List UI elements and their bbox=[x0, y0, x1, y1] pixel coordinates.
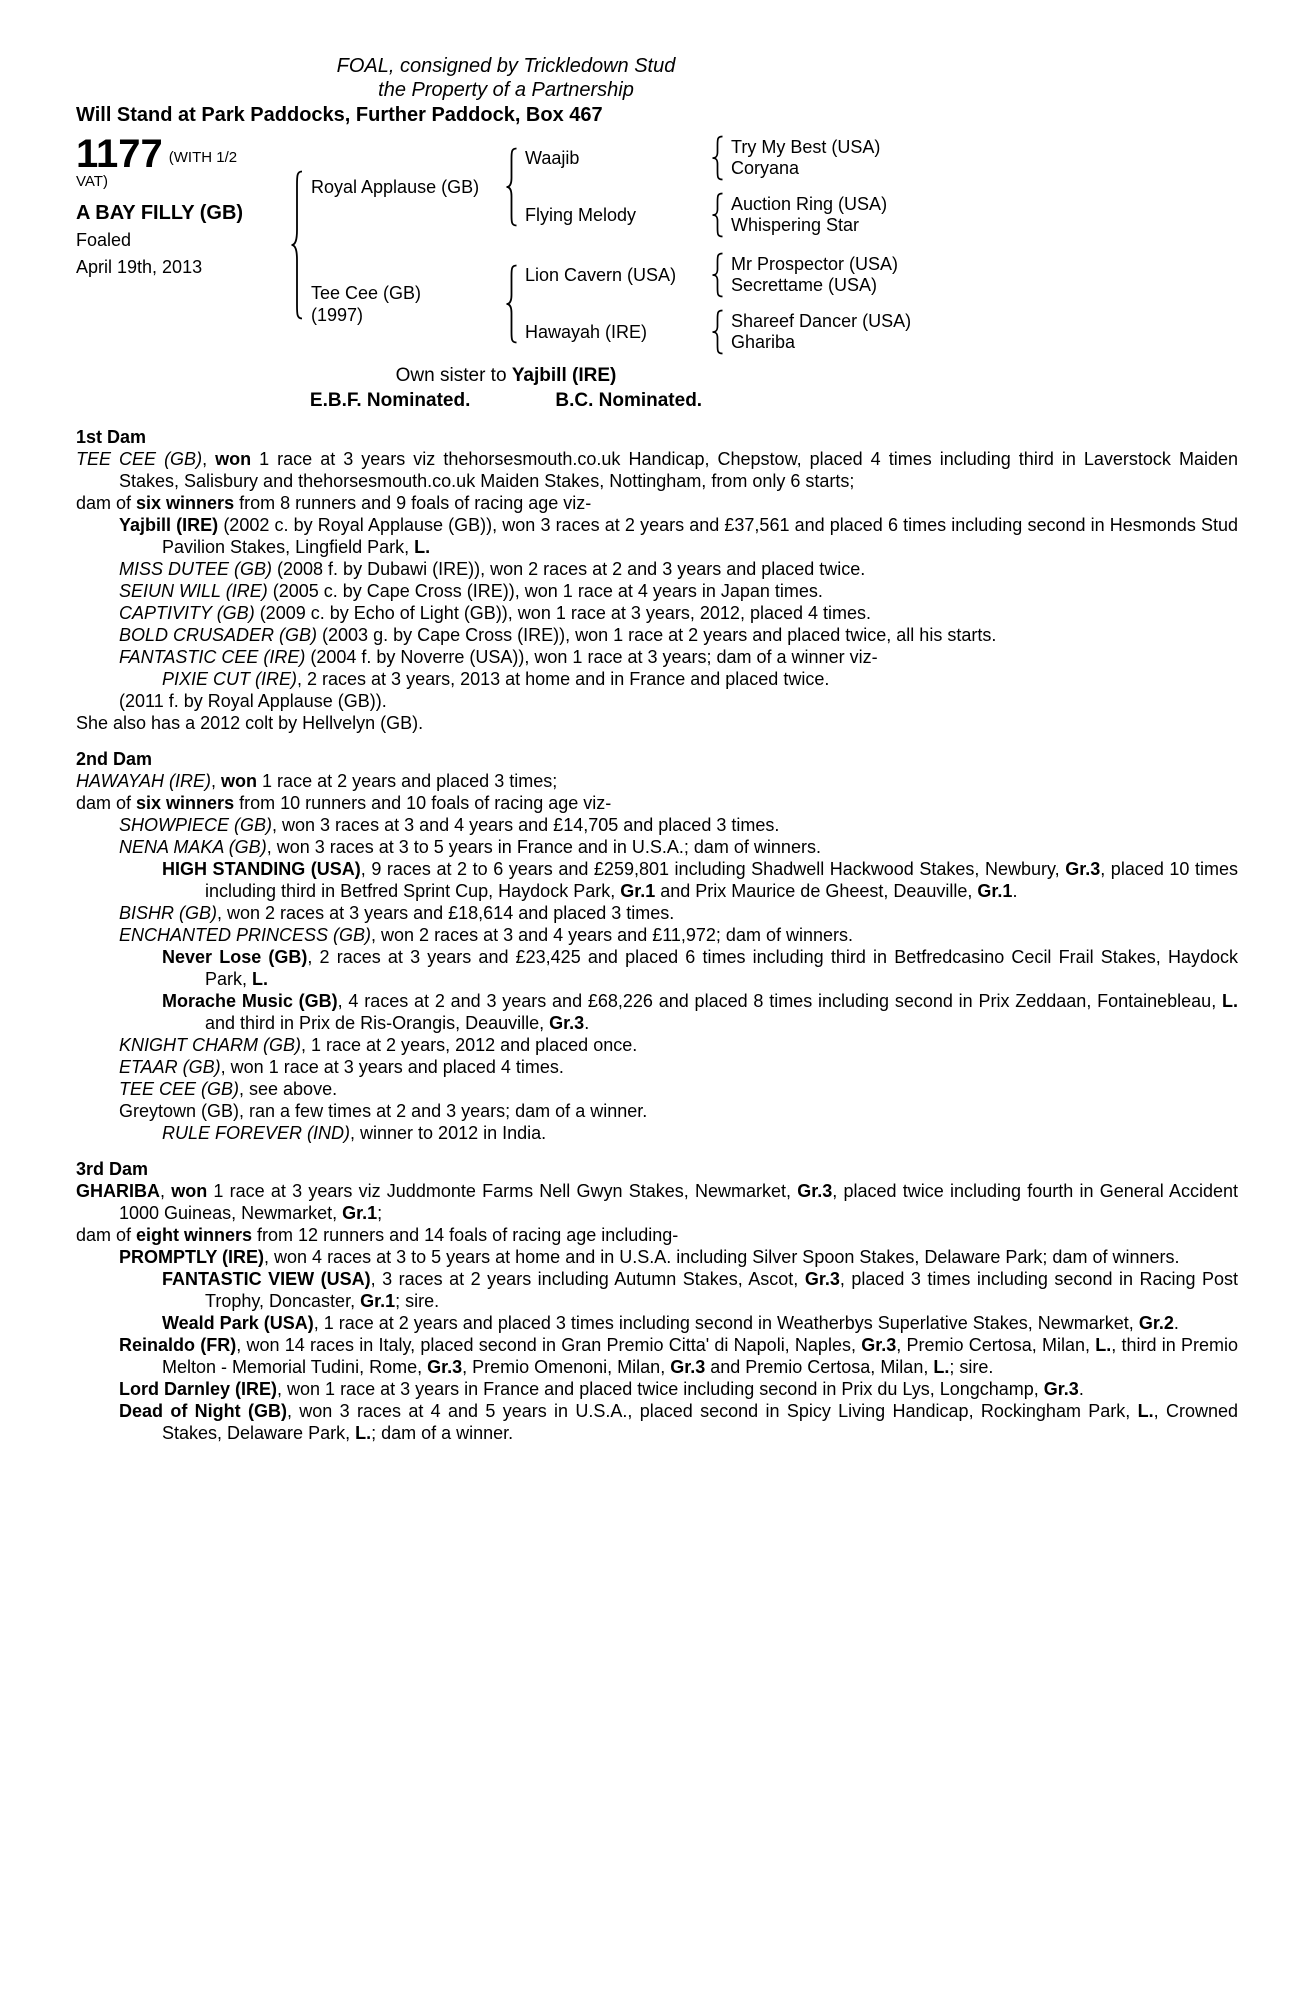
text-run: KNIGHT CHARM (GB) bbox=[119, 1035, 301, 1055]
text-run: Greytown (GB), ran a few times at 2 and 3 years; dam of a winner. bbox=[119, 1101, 648, 1121]
pedigree-paragraph bbox=[76, 1056, 1238, 1078]
text-run: from 8 runners and 9 foals of racing age viz- bbox=[234, 493, 592, 513]
pedigree-paragraph bbox=[76, 858, 1238, 902]
grandsire-block bbox=[525, 252, 911, 298]
text-run: FANTASTIC CEE (IRE) bbox=[119, 647, 306, 667]
text-run: ; sire. bbox=[949, 1357, 994, 1377]
pedigree-name: Hawayah (IRE) bbox=[525, 321, 648, 342]
text-run: HAWAYAH (IRE) bbox=[76, 771, 212, 791]
text-run: (2008 f. by Dubawi (IRE)), won 2 races at 2 and 3 years and placed twice. bbox=[272, 559, 866, 579]
text-run: (2009 c. by Echo of Light (GB)), won 1 race at 3 years, 2012, placed 4 times. bbox=[254, 603, 872, 623]
pedigree-name: Auction Ring (USA) bbox=[731, 194, 888, 214]
text-run: HIGH STANDING (USA) bbox=[162, 859, 361, 879]
text-run: eight winners bbox=[136, 1225, 253, 1245]
text-run: L. bbox=[414, 537, 431, 557]
pedigree-paragraph bbox=[76, 1078, 1238, 1100]
pedigree-paragraph bbox=[76, 624, 1238, 646]
text-run: , 3 races at 2 years including Autumn Stakes, Ascot, bbox=[370, 1269, 805, 1289]
text-run: , won 3 races at 4 and 5 years in U.S.A., placed second in Spicy Living Handicap, Rockingham Park, bbox=[286, 1401, 1138, 1421]
section-heading: 1st Dam bbox=[76, 427, 147, 447]
text-run: FANTASTIC VIEW (USA) bbox=[162, 1269, 371, 1289]
text-run: . bbox=[584, 1013, 590, 1033]
text-run: , 4 races at 2 and 3 years and £68,226 and placed 8 times including second in Prix Zeddaan, Fontainebleau, bbox=[337, 991, 1222, 1011]
great-grandparents bbox=[731, 194, 887, 236]
text-run: Gr.3 bbox=[549, 1013, 585, 1033]
text-run: Gr.1 bbox=[342, 1203, 378, 1223]
dam-name bbox=[311, 282, 503, 326]
text-run: MISS DUTEE (GB) bbox=[119, 559, 273, 579]
pedigree-paragraph bbox=[76, 924, 1238, 946]
own-sister-prefix: Own sister to bbox=[395, 365, 512, 386]
text-run: BOLD CRUSADER (GB) bbox=[119, 625, 318, 645]
dam-section bbox=[76, 1158, 1238, 1444]
text-run: Gr.3 bbox=[427, 1357, 463, 1377]
pedigree-name: Whispering Star bbox=[731, 215, 860, 235]
text-run: ETAAR (GB) bbox=[119, 1057, 221, 1077]
pedigree-paragraph bbox=[76, 558, 1238, 580]
pedigree-paragraph bbox=[76, 492, 1238, 514]
brace-pair-icon bbox=[711, 192, 724, 238]
text-run: L. bbox=[252, 969, 269, 989]
pedigree-paragraph bbox=[76, 1180, 1238, 1224]
pedigree-name: Tee Cee (GB) bbox=[311, 282, 422, 303]
text-run: Gr.3 bbox=[670, 1357, 706, 1377]
text-run: , 2 races at 3 years, 2013 at home and in France and placed twice. bbox=[297, 669, 830, 689]
pedigree-name: Ghariba bbox=[731, 332, 796, 352]
text-run: PROMPTLY (IRE) bbox=[119, 1247, 265, 1267]
text-run: 1 race at 3 years viz Juddmonte Farms Nell Gwyn Stakes, Newmarket, bbox=[207, 1181, 798, 1201]
pedigree-tree bbox=[288, 135, 911, 355]
text-run: , Premio Certosa, Milan, bbox=[896, 1335, 1096, 1355]
text-run: Gr.3 bbox=[797, 1181, 833, 1201]
text-run: , 2 races at 3 years and £23,425 and placed 6 times including third in Betfredcasino Cecil Frail Stakes, Haydock Park, bbox=[205, 947, 1238, 989]
brace-pair-icon bbox=[711, 309, 724, 355]
ebf-nominated: E.B.F. Nominated. bbox=[309, 390, 471, 411]
pedigree-paragraph bbox=[76, 946, 1238, 990]
text-run: Gr.3 bbox=[861, 1335, 897, 1355]
pedigree-paragraph bbox=[76, 1268, 1238, 1312]
pedigree-name: Secrettame (USA) bbox=[731, 275, 878, 295]
pedigree-paragraph bbox=[76, 712, 1238, 734]
pedigree-table bbox=[76, 132, 1238, 355]
text-run: , winner to 2012 in India. bbox=[350, 1123, 547, 1143]
text-run: dam of bbox=[76, 493, 137, 513]
pedigree-year: (1997) bbox=[311, 304, 364, 325]
pedigree-paragraph bbox=[76, 770, 1238, 792]
text-run: 1 race at 3 years viz thehorsesmouth.co.uk Handicap, Chepstow, placed 4 times including third in Laverstock Maiden Stakes, Salisbury and thehorsesmouth.co.uk Maiden Stakes, Nottingham, from only 6 starts; bbox=[119, 449, 1238, 491]
pedigree-name: Shareef Dancer (USA) bbox=[731, 311, 912, 331]
sire-half bbox=[311, 135, 911, 238]
text-run: (2003 g. by Cape Cross (IRE)), won 1 race at 2 years and placed twice, all his starts. bbox=[317, 625, 997, 645]
own-sister-name: Yajbill (IRE) bbox=[511, 365, 617, 386]
pedigree-paragraph bbox=[76, 514, 1238, 558]
text-run: Never Lose (GB) bbox=[162, 947, 308, 967]
text-run: , bbox=[211, 771, 222, 791]
pedigree-name: Try My Best (USA) bbox=[731, 137, 881, 157]
text-run: L. bbox=[1222, 991, 1238, 1011]
pedigree-paragraph bbox=[76, 792, 1238, 814]
text-run: won bbox=[221, 771, 258, 791]
great-grandparents bbox=[731, 311, 911, 353]
text-run: Gr.3 bbox=[1065, 859, 1101, 879]
text-run: , placed twice including fourth in General Accident 1000 Guineas, Newmarket, bbox=[119, 1181, 1238, 1223]
sire-name bbox=[311, 176, 503, 198]
text-run: RULE FOREVER (IND) bbox=[162, 1123, 351, 1143]
brace-pair-icon bbox=[711, 135, 724, 181]
text-run: . bbox=[1012, 881, 1018, 901]
text-run: Gr.1 bbox=[977, 881, 1013, 901]
pedigree-name: Coryana bbox=[731, 158, 800, 178]
text-run: CAPTIVITY (GB) bbox=[119, 603, 255, 623]
text-run: , bbox=[160, 1181, 172, 1201]
text-run: (2011 f. by Royal Applause (GB)). bbox=[119, 691, 387, 711]
text-run: , placed 3 times including second in Racing Post Trophy, Doncaster, bbox=[205, 1269, 1239, 1311]
text-run: six winners bbox=[136, 493, 235, 513]
pedigree-paragraph bbox=[76, 1224, 1238, 1246]
text-run: and third in Prix de Ris-Orangis, Deauville, bbox=[205, 1013, 550, 1033]
text-run: SHOWPIECE (GB) bbox=[119, 815, 273, 835]
text-run: NENA MAKA (GB) bbox=[119, 837, 267, 857]
text-run: Gr.3 bbox=[1043, 1379, 1079, 1399]
text-run: , won 2 races at 3 and 4 years and £11,972; dam of winners. bbox=[371, 925, 853, 945]
text-run: , won 3 races at 3 and 4 years and £14,705 and placed 3 times. bbox=[272, 815, 780, 835]
text-run: TEE CEE (GB) bbox=[119, 1079, 240, 1099]
foaled-label: Foaled bbox=[76, 230, 132, 250]
pedigree-paragraph bbox=[76, 1100, 1238, 1122]
text-run: from 10 runners and 10 foals of racing age viz- bbox=[234, 793, 612, 813]
text-run: dam of bbox=[76, 1225, 137, 1245]
text-run: , 9 races at 2 to 6 years and £259,801 including Shadwell Hackwood Stakes, Newbury, bbox=[360, 859, 1066, 879]
lot-info bbox=[76, 132, 288, 355]
text-run: Gr.1 bbox=[620, 881, 656, 901]
text-run: won bbox=[215, 449, 252, 469]
text-run: , won 14 races in Italy, placed second in Gran Premio Citta' di Napoli, Naples, bbox=[236, 1335, 862, 1355]
text-run: , placed 10 times including third in Betfred Sprint Cup, Haydock Park, bbox=[205, 859, 1238, 901]
pedigree-paragraph bbox=[76, 836, 1238, 858]
text-run: ; bbox=[377, 1203, 383, 1223]
text-run: BISHR (GB) bbox=[119, 903, 218, 923]
great-grandparents bbox=[731, 254, 898, 296]
pedigree-paragraph bbox=[76, 1122, 1238, 1144]
granddam-block bbox=[525, 309, 911, 355]
pedigree-paragraph bbox=[76, 1378, 1238, 1400]
text-run: GHARIBA bbox=[76, 1181, 160, 1201]
dam-half bbox=[311, 252, 911, 355]
text-run: , won 1 race at 3 years in France and placed twice including second in Prix du Lys, Longchamp, bbox=[277, 1379, 1044, 1399]
brace-dam-parents-icon bbox=[505, 264, 518, 344]
brace-sire-parents-icon bbox=[505, 147, 518, 227]
text-run: , see above. bbox=[239, 1079, 338, 1099]
text-run: She also has a 2012 colt by Hellvelyn (GB). bbox=[76, 713, 424, 733]
text-run: L. bbox=[933, 1357, 950, 1377]
text-run: , 1 race at 2 years, 2012 and placed once. bbox=[301, 1035, 638, 1055]
consignor-line: FOAL, consigned by Trickledown Stud bbox=[336, 55, 676, 77]
text-run: Reinaldo (FR) bbox=[119, 1335, 237, 1355]
pedigree-paragraph bbox=[76, 602, 1238, 624]
sire-grandparents bbox=[525, 135, 887, 238]
text-run: . bbox=[1078, 1379, 1084, 1399]
pedigree-paragraph bbox=[76, 646, 1238, 668]
foaled-date: April 19th, 2013 bbox=[76, 257, 203, 277]
lot-number: 1177 bbox=[76, 132, 163, 176]
great-grandparents bbox=[731, 137, 880, 179]
pedigree-paragraph bbox=[76, 1312, 1238, 1334]
text-run: from 12 runners and 14 foals of racing age including- bbox=[252, 1225, 679, 1245]
pedigree-name: Lion Cavern (USA) bbox=[525, 264, 677, 285]
pedigree-paragraph bbox=[76, 902, 1238, 924]
text-run: , bbox=[202, 449, 216, 469]
text-run: , Crowned Stakes, Delaware Park, bbox=[162, 1401, 1238, 1443]
text-run: PIXIE CUT (IRE) bbox=[162, 669, 298, 689]
text-run: (2002 c. by Royal Applause (GB)), won 3 races at 2 years and £37,561 and placed 6 times including second in Hesmonds Stud Pavilion Stakes, Lingfield Park, bbox=[162, 515, 1238, 557]
section-heading: 2nd Dam bbox=[76, 749, 153, 769]
pedigree-paragraph bbox=[76, 580, 1238, 602]
text-run: , won 2 races at 3 years and £18,614 and placed 3 times. bbox=[217, 903, 675, 923]
text-run: ; dam of a winner. bbox=[371, 1423, 514, 1443]
text-run: , won 1 race at 3 years and placed 4 times. bbox=[220, 1057, 564, 1077]
pedigree-halves bbox=[311, 135, 911, 355]
text-run: , Premio Omenoni, Milan, bbox=[462, 1357, 671, 1377]
text-run: Lord Darnley (IRE) bbox=[119, 1379, 278, 1399]
text-run: won bbox=[171, 1181, 208, 1201]
text-run: ENCHANTED PRINCESS (GB) bbox=[119, 925, 372, 945]
brace-gen1-icon bbox=[290, 170, 304, 320]
text-run: Weald Park (USA) bbox=[162, 1313, 314, 1333]
text-run: Yajbill (IRE) bbox=[119, 515, 219, 535]
text-run: Dead of Night (GB) bbox=[119, 1401, 287, 1421]
dam-section bbox=[76, 748, 1238, 1144]
nominations-line bbox=[76, 390, 936, 412]
own-sister-line bbox=[76, 365, 936, 387]
pedigree-paragraph bbox=[76, 990, 1238, 1034]
text-run: (2004 f. by Noverre (USA)), won 1 race at 3 years; dam of a winner viz- bbox=[305, 647, 878, 667]
granddam-block bbox=[525, 192, 887, 238]
pedigree-name: Flying Melody bbox=[525, 204, 637, 225]
pedigree-paragraph bbox=[76, 1400, 1238, 1444]
dam-sections bbox=[76, 426, 1238, 1444]
text-run: Gr.3 bbox=[804, 1269, 840, 1289]
pedigree-name: Waajib bbox=[525, 147, 580, 168]
text-run: Morache Music (GB) bbox=[162, 991, 338, 1011]
bc-nominated: B.C. Nominated. bbox=[555, 390, 703, 411]
pedigree-paragraph bbox=[76, 448, 1238, 492]
text-run: Gr.1 bbox=[360, 1291, 396, 1311]
pedigree-paragraph bbox=[76, 1034, 1238, 1056]
text-run: and Premio Certosa, Milan, bbox=[705, 1357, 934, 1377]
dam-section bbox=[76, 426, 1238, 734]
vat-note-line2: VAT) bbox=[76, 173, 108, 190]
text-run: L. bbox=[1137, 1401, 1154, 1421]
text-run: L. bbox=[355, 1423, 372, 1443]
text-run: SEIUN WILL (IRE) bbox=[119, 581, 268, 601]
text-run: , third in Premio Melton - Memorial Tudini, Rome, bbox=[162, 1335, 1239, 1377]
text-run: , won 4 races at 3 to 5 years at home and in U.S.A. including Silver Spoon Stakes, Delaware Park; dam of winners. bbox=[264, 1247, 1180, 1267]
stand-location-line: Will Stand at Park Paddocks, Further Paddock, Box 467 bbox=[76, 104, 603, 126]
text-run: TEE CEE (GB) bbox=[76, 449, 203, 469]
pedigree-paragraph bbox=[76, 668, 1238, 690]
pedigree-paragraph bbox=[76, 690, 1238, 712]
section-heading: 3rd Dam bbox=[76, 1159, 149, 1179]
brace-pair-icon bbox=[711, 252, 724, 298]
pedigree-name: Royal Applause (GB) bbox=[311, 176, 480, 197]
text-run: . bbox=[1173, 1313, 1179, 1333]
text-run: (2005 c. by Cape Cross (IRE)), won 1 race at 4 years in Japan times. bbox=[267, 581, 823, 601]
property-line: the Property of a Partnership bbox=[378, 79, 634, 101]
pedigree-paragraph bbox=[76, 1246, 1238, 1268]
pedigree-name: Mr Prospector (USA) bbox=[731, 254, 899, 274]
text-run: and Prix Maurice de Gheest, Deauville, bbox=[655, 881, 978, 901]
dam-grandparents bbox=[525, 252, 911, 355]
lot-number-row bbox=[76, 132, 288, 176]
text-run: ; sire. bbox=[395, 1291, 440, 1311]
text-run: dam of bbox=[76, 793, 137, 813]
text-run: 1 race at 2 years and placed 3 times; bbox=[257, 771, 558, 791]
text-run: six winners bbox=[136, 793, 235, 813]
text-run: L. bbox=[1095, 1335, 1112, 1355]
text-run: , won 3 races at 3 to 5 years in France and in U.S.A.; dam of winners. bbox=[266, 837, 821, 857]
pedigree-paragraph bbox=[76, 1334, 1238, 1378]
horse-description: A BAY FILLY (GB) bbox=[76, 202, 244, 224]
grandsire-block bbox=[525, 135, 887, 181]
pedigree-paragraph bbox=[76, 814, 1238, 836]
text-run: , 1 race at 2 years and placed 3 times including second in Weatherbys Superlative Stakes, Newmarket, bbox=[313, 1313, 1139, 1333]
vat-note-line1: (WITH 1/2 bbox=[168, 149, 238, 166]
text-run: Gr.2 bbox=[1138, 1313, 1174, 1333]
